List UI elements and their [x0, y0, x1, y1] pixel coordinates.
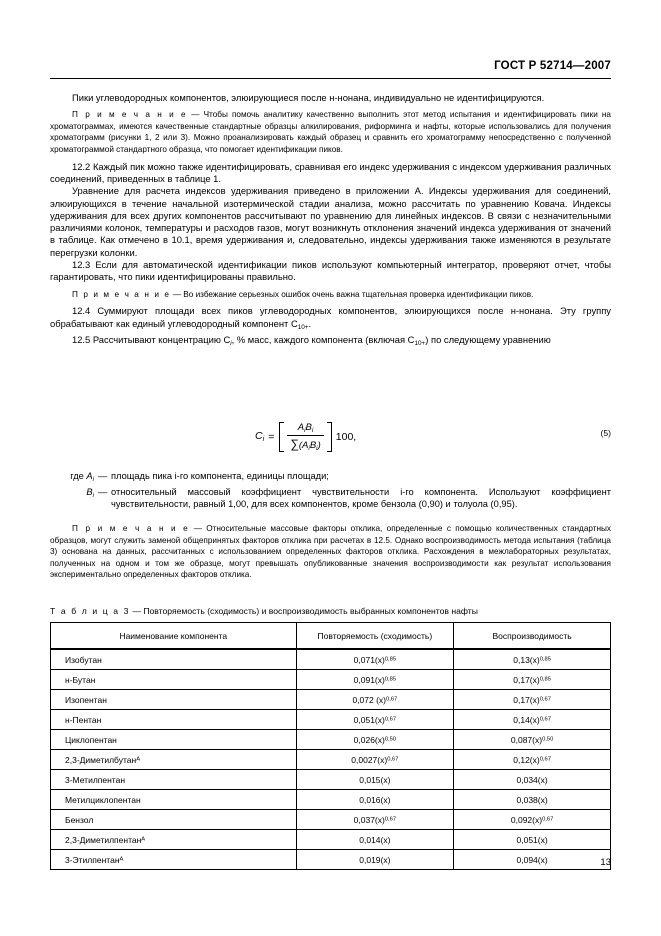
note-1-label: П р и м е ч а н и е — [72, 110, 188, 120]
cell-repeatability: 0,019(x) — [296, 850, 454, 870]
definitions-lead: где — [70, 471, 84, 481]
exponent: 0,50 — [384, 735, 397, 742]
cell-repeatability: $0,091(x)^{0,85}$ — [296, 670, 454, 690]
cell-repeatability: $0,071(x)^{0,85}$ — [296, 649, 454, 670]
table-caption — [50, 606, 478, 616]
table-row — [51, 690, 611, 710]
exponent: 0,67 — [386, 695, 398, 702]
cell-component-name: 3-Метилпентан — [51, 770, 297, 790]
exponent: 0,67 — [387, 755, 399, 762]
standard-designation: ГОСТ Р 52714—2007 — [494, 60, 611, 72]
cell-reproducibility: 0,038(x) — [454, 790, 611, 810]
cell-reproducibility: $0,092(x)^{0,67}$ — [454, 810, 611, 830]
cell-repeatability: $0,037(x)^{0,67}$ — [296, 810, 454, 830]
clause-12-5-subscript-10: 10+ — [414, 339, 426, 347]
cell-repeatability: 0,072 $(x)^{0,67}$ — [296, 690, 454, 710]
cell-component-name: Метилциклопентан — [51, 790, 297, 810]
cell-reproducibility: $0,14(x)^{0,67}$ — [454, 710, 611, 730]
clause-12-4-text: 12.4 Суммируют площади всех пиков углеводородных компонентов, элюирующихся после н-нонана. Эту группу обрабатывают как единый углеводородный компонент C — [50, 305, 611, 329]
table-body — [51, 649, 611, 870]
clause-12-4 — [50, 305, 611, 333]
table-row — [51, 790, 611, 810]
note-2-label: П р и м е ч а н и е — [72, 289, 171, 299]
cell-component-name: 2,3-Диметилбутан$^А$ — [51, 750, 297, 770]
exponent: 0,67 — [539, 695, 551, 702]
summation-symbol: ∑ — [290, 436, 299, 451]
exponent: 0,67 — [539, 715, 551, 722]
column-header-reproducibility: Воспроизводимость — [454, 623, 611, 650]
column-header-component: Наименование компонента — [51, 623, 297, 650]
table-row — [51, 730, 611, 750]
table-caption-label: Т а б л и ц а 3 — [50, 606, 130, 616]
tail-note — [50, 523, 611, 581]
equation-bracketed-fraction — [279, 422, 331, 452]
tail-note-label: П р и м е ч а н и е — [72, 524, 190, 533]
table-caption-text: — Повторяемость (сходимость) и воспроизводимость выбранных компонентов нафты — [132, 606, 478, 616]
page-number: 13 — [600, 857, 611, 868]
equation-5 — [255, 422, 356, 452]
note-2-text: — Во избежание серьезных ошибок очень важна тщательная проверка идентификации пиков. — [172, 289, 534, 299]
clause-12-5 — [50, 334, 611, 350]
clause-12-4-subscript: 10+ — [297, 323, 309, 331]
cell-component-name: 3-Этилпентан$^А$ — [51, 850, 297, 870]
exponent: 0,50 — [542, 735, 554, 742]
bracket-right — [327, 422, 332, 452]
table-row — [51, 670, 611, 690]
definition-symbol: $B_i$ — [86, 486, 94, 499]
definition-row — [50, 470, 611, 486]
definition-text: площадь пика i-го компонента, единицы площади; — [111, 471, 329, 481]
clause-12-5-subscript-i: i — [230, 339, 232, 347]
table-row — [51, 649, 611, 670]
cell-component-name: Бензол — [51, 810, 297, 830]
exponent: 0,67 — [384, 815, 397, 822]
equation-fraction — [284, 422, 326, 452]
clause-12-2: 12.2 Каждый пик можно также идентифицировать, сравнивая его индекс удерживания с индексом удерживания различных соединений, приведенных в таблице 1. — [50, 160, 611, 184]
clause-12-5-text-b: , % масс, каждого компонента (включая C — [231, 333, 415, 345]
cell-repeatability: $0,026(x)^{0,50}$ — [296, 730, 454, 750]
definition-text: относительный массовый коэффициент чувствительности i-го компонента. Используют коэффициент чувствительности, равный 1,00, для всех компонентов, кроме бензола (0,90) и толуола (0,95). — [111, 486, 611, 510]
definition-row — [50, 486, 611, 510]
cell-repeatability: 0,014(x) — [296, 830, 454, 850]
document-body — [50, 92, 611, 350]
table-row — [51, 810, 611, 830]
paragraph-kovach: Уравнение для расчета индексов удерживания приведено в приложении А. Индексы удерживания для соединений, элюирующихся в течение начальной изотермической стадии анализа, можно рассчитать по уравнению Ковача. Индексы удерживания для всех других компонентов рассчитывают по уравнению для линейных индексов. В связи с незначительными различиями колонок, температуры и расходов газов, могут возникнуть отклонения значений индекса удерживания от значений в таблице. Как отмечено в 10.1, время удерживания и, следовательно, индексы удерживания также изменяются в результате перегрузки колонки. — [50, 185, 611, 258]
equation-5-row — [50, 422, 611, 468]
footnote-marker: А — [136, 755, 141, 762]
repeatability-table — [50, 622, 611, 870]
cell-reproducibility: $0,17(x)^{0,67}$ — [454, 690, 611, 710]
footnote-marker: А — [141, 835, 146, 842]
equation-multiplier: 100, — [335, 430, 357, 443]
cell-reproducibility: 0,094(x) — [454, 850, 611, 870]
cell-component-name: 2,3-Диметилпентан$^А$ — [51, 830, 297, 850]
cell-repeatability: 0,016(x) — [296, 790, 454, 810]
cell-component-name: Циклопентан — [51, 730, 297, 750]
definition-dash: — — [98, 486, 108, 497]
symbol-definitions — [50, 470, 611, 510]
cell-reproducibility: $0,087(x)^{0,50}$ — [454, 730, 611, 750]
table-row — [51, 710, 611, 730]
note-1-text: — Чтобы помочь аналитику качественно выполнить этот метод испытания и идентифицировать пики на хроматограммах, имеются качественные стандартные образцы алкилирования, риформинга и нафты, которые использовались для получения хроматограмм (рисунки 1, 2 или 3). Можно проанализировать каждый образец и сравнить его хроматограмму непосредственно с полученной хроматограммой стандартного образца, что помогает идентификации пиков. — [50, 110, 611, 155]
header-divider — [50, 78, 611, 79]
cell-reproducibility: $0,12(x)^{0,67}$ — [454, 750, 611, 770]
cell-reproducibility: $0,13(x)^{0,85}$ — [454, 649, 611, 670]
clause-12-5-text-a: 12.5 Рассчитывают концентрацию C — [72, 333, 231, 345]
column-header-repeatability: Повторяемость (сходимость) — [296, 623, 454, 650]
table-row — [51, 750, 611, 770]
paragraph-intro: Пики углеводородных компонентов, элюирующиеся после н-нонана, индивидуально не идентифицируются. — [72, 92, 545, 103]
definition-symbol: где $A_i$ — [70, 471, 94, 483]
cell-reproducibility: $0,17(x)^{0,85}$ — [454, 670, 611, 690]
table-row — [51, 830, 611, 850]
exponent: 0,85 — [384, 655, 397, 662]
exponent: 0,85 — [384, 675, 397, 682]
cell-repeatability: $0,051(x)^{0,67}$ — [296, 710, 454, 730]
cell-repeatability: $0,0027(x)^{0,67}$ — [296, 750, 454, 770]
clause-12-5-text-c: ) по следующему уравнению — [425, 333, 551, 345]
cell-component-name: Изобутан — [51, 649, 297, 670]
note-2 — [50, 289, 611, 301]
equation-denominator: $\sum(A_iB_i)$ — [287, 435, 323, 452]
cell-repeatability: 0,015(x) — [296, 770, 454, 790]
exponent: 0,67 — [539, 755, 551, 762]
equation-numerator: $A_iB_i$ — [297, 422, 314, 434]
cell-reproducibility: 0,051(x) — [454, 830, 611, 850]
tail-note-text: — Относительные массовые факторы отклика, определенные с помощью количественных стандартных образцов, могут служить заменой общепринятых факторов отклика при расчетах в 12.5. Однако воспроизводимость метода испытания (таблица 3) основана на данных, рассчитанных с использованием определенных факторов отклика. Расхождения в межлабораторных результатах, полученных на одном и том же образце, могут превышать опубликованные значения воспроизводимости как результат использования экспериментально определенных факторов отклика. — [50, 524, 612, 580]
table-row — [51, 770, 611, 790]
exponent: 0,85 — [539, 655, 551, 662]
equation-lhs: $C_i$ — [255, 430, 265, 444]
cell-component-name: Изопентан — [51, 690, 297, 710]
clause-12-4-period: . — [308, 317, 312, 329]
exponent: 0,67 — [384, 715, 397, 722]
clause-12-3: 12.3 Если для автоматической идентификации пиков используют компьютерный интегратор, проверяют отчет, чтобы гарантировать, что пики идентифицированы правильно. — [50, 259, 611, 283]
exponent: 0,67 — [542, 815, 554, 822]
cell-component-name: н-Пентан — [51, 710, 297, 730]
exponent: 0,85 — [539, 675, 551, 682]
tail-note-block — [50, 523, 611, 581]
definition-dash: — — [98, 471, 108, 481]
table-header-row — [51, 623, 611, 650]
equation-number: (5) — [600, 428, 611, 438]
equation-equals: = — [268, 430, 275, 443]
cell-component-name: н-Бутан — [51, 670, 297, 690]
footnote-marker: А — [119, 855, 124, 862]
note-1 — [50, 109, 611, 155]
cell-reproducibility: 0,034(x) — [454, 770, 611, 790]
